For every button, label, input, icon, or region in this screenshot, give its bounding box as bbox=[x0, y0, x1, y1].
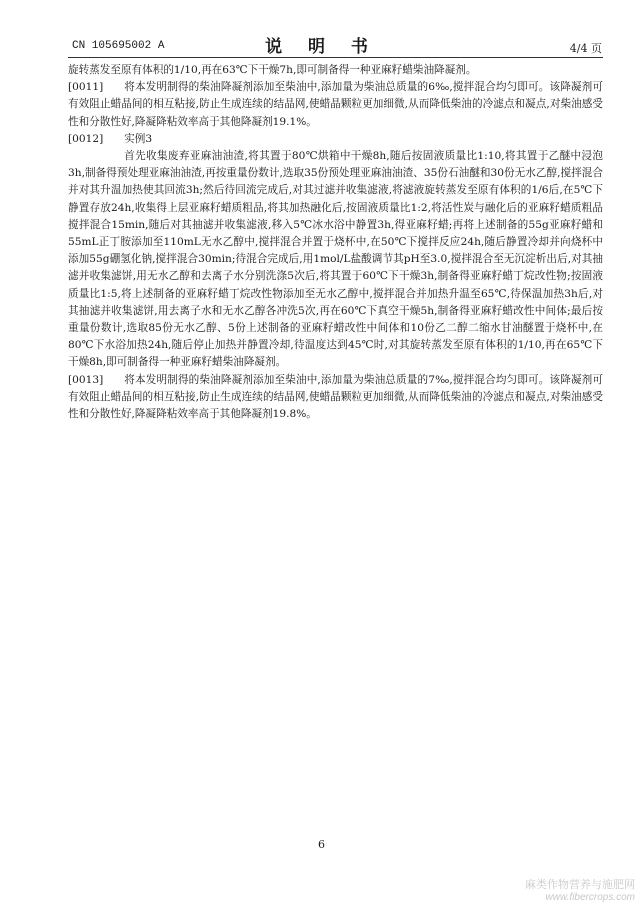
page-number: 6 bbox=[318, 838, 325, 851]
document-body bbox=[68, 62, 603, 423]
paragraph-text: 将本发明制得的柴油降凝剂添加至柴油中,添加量为柴油总质量的7‰,搅拌混合均匀即可。该降凝剂可有效阻止蜡晶间的相互粘接,防止生成连续的结晶网,使蜡晶颗粒更加细微,从而降低柴油的冷滤点和凝点,对柴油感受性和分散性好,降凝降粘效率高于其他降凝剂19.8%。 bbox=[68, 373, 603, 421]
paragraph-text: 旋转蒸发至原有体积的1/10,再在63℃下干燥7h,即可制备得一种亚麻籽蜡柴油降凝剂。 bbox=[68, 64, 477, 76]
watermark-url: www.fibercrops.com bbox=[545, 892, 635, 903]
watermark-site-name: 麻类作物营养与施肥网 bbox=[525, 878, 635, 891]
paragraph-0012 bbox=[68, 131, 603, 148]
paragraph-text: 将本发明制得的柴油降凝剂添加至柴油中,添加量为柴油总质量的6‰,搅拌混合均匀即可。该降凝剂可有效阻止蜡晶间的相互粘接,防止生成连续的结晶网,使蜡晶颗粒更加细微,从而降低柴油的冷滤点和凝点,对柴油感受性和分散性好,降凝降粘效率高于其他降凝剂19.1%。 bbox=[68, 81, 603, 128]
header-divider bbox=[68, 57, 603, 58]
page-indicator: 4/4 页 bbox=[569, 42, 602, 55]
paragraph-number: [0011] bbox=[68, 81, 104, 94]
paragraph-number: [0013] bbox=[68, 373, 104, 386]
paragraph-text: 首先收集废弃亚麻油油渣,将其置于80℃烘箱中干燥8h,随后按固液质量比1:10,将其置于乙醚中浸泡3h,制备得预处理亚麻油油渣,再按重量份数计,选取35份预处理亚麻油油渣、35份石油醚和30份无水乙醇,搅拌混合并对其升温加热使其回流3h;然后待回流完成后,对其过滤并收集滤液,将滤液旋转蒸发至原有体积的1/6后,在5℃下静置存放24h,收集得上层亚麻籽蜡质粗品,将其加热融化后,按固液质量比1:2,将活性炭与融化后的亚麻籽蜡质粗品搅拌混合15min,随后对其抽滤并收集滤液,移入5℃冰水浴中静置3h,得亚麻籽蜡;再将上述制备的55g亚麻籽蜡和55mL正丁胺添加至110mL无水乙醇中,搅拌混合并置于烧杯中,在50℃下搅拌反应24h,随后静置冷却并向烧杯中添加55g硼氢化钠,搅拌混合30min;待混合完成后,用1mol/L盐酸调节其pH至3.0,搅拌混合至无沉淀析出后,对其抽滤并收集滤饼,用无水乙醇和去离子水分别洗涤5次后,将其置于60℃下干燥3h,制备得亚麻籽蜡丁烷改性物;按固液质量比1:5,将上述制备的亚麻籽蜡丁烷改性物添加至无水乙醇中,搅拌混合并加热升温至65℃,待保温加热3h后,对其抽滤并收集滤饼,用去离子水和无水乙醇各冲洗5次,再在60℃下真空干燥5h,制备得亚麻籽蜡改性中间体;最后按重量份数计,选取85份无水乙醇、5份上述制备的亚麻籽蜡改性中间体和10份乙二醇二缩水甘油醚置于烧杯中,在80℃下水浴加热24h,随后停止加热并静置冷却,待温度达到45℃时,对其旋转蒸发至原有体积的1/10,再在65℃下干燥8h,即可制备得一种亚麻籽蜡柴油降凝剂。 bbox=[68, 150, 603, 369]
paragraph-continuation bbox=[68, 62, 603, 79]
example-heading: 实例3 bbox=[124, 132, 153, 145]
paragraph-0013 bbox=[68, 372, 603, 424]
paragraph-0011 bbox=[68, 79, 603, 131]
paragraph-number: [0012] bbox=[68, 132, 104, 145]
paragraph-example3-body bbox=[68, 148, 603, 372]
document-title: 说 明 书 bbox=[265, 37, 378, 57]
page-header bbox=[0, 0, 643, 60]
watermark bbox=[525, 878, 635, 904]
patent-number: CN 105695002 A bbox=[72, 40, 165, 52]
